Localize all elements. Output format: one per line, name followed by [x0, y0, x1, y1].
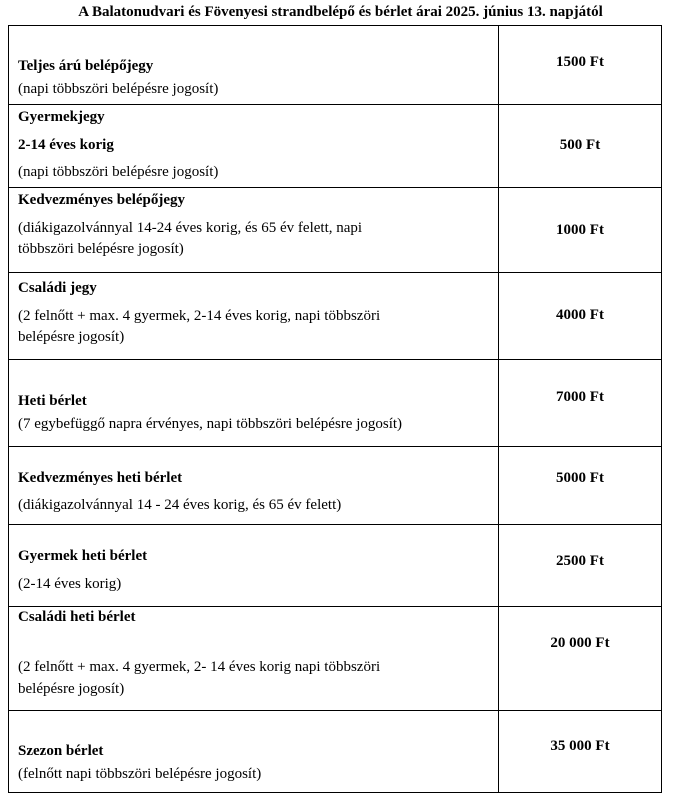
- ticket-note-line-2: belépésre jogosít): [18, 329, 125, 345]
- ticket-note: (napi többszöri belépésre jogosít): [18, 164, 219, 180]
- ticket-note: (felnőtt napi többszöri belépésre jogosít): [18, 766, 262, 782]
- table-row: [9, 273, 662, 360]
- ticket-name: Gyermek heti bérlet: [18, 548, 148, 564]
- ticket-price: 500 Ft: [559, 137, 601, 153]
- ticket-price: 1500 Ft: [556, 54, 604, 70]
- ticket-name: Kedvezményes heti bérlet: [18, 470, 183, 486]
- table-row: [9, 525, 662, 607]
- ticket-description: [9, 273, 499, 360]
- ticket-description: [9, 360, 499, 447]
- table-row: [9, 360, 662, 447]
- ticket-description: [9, 525, 499, 607]
- ticket-note-line-2: belépésre jogosít): [18, 681, 125, 697]
- ticket-note: (napi többszöri belépésre jogosít): [18, 81, 219, 97]
- ticket-price-cell: [499, 525, 662, 607]
- ticket-price: 7000 Ft: [556, 389, 604, 405]
- ticket-name: Teljes árú belépőjegy: [18, 58, 154, 74]
- ticket-price-cell: [499, 447, 662, 525]
- ticket-name: Családi jegy: [18, 280, 97, 296]
- ticket-description: [9, 711, 499, 793]
- table-row: [9, 607, 662, 711]
- table-row: [9, 26, 662, 105]
- ticket-description: [9, 105, 499, 188]
- ticket-price-cell: [499, 360, 662, 447]
- ticket-price: 2500 Ft: [556, 553, 604, 569]
- ticket-price-cell: [499, 607, 662, 711]
- ticket-description: [9, 188, 499, 273]
- ticket-price: 5000 Ft: [556, 470, 604, 486]
- price-table: [8, 25, 662, 793]
- ticket-price: 35 000 Ft: [550, 738, 610, 754]
- ticket-note-line-2: többszöri belépésre jogosít): [18, 241, 184, 257]
- ticket-name: Szezon bérlet: [18, 743, 104, 759]
- table-row: [9, 447, 662, 525]
- ticket-name: Családi heti bérlet: [18, 609, 136, 625]
- table-row: [9, 188, 662, 273]
- ticket-note: (7 egybefüggő napra érvényes, napi többszöri belépésre jogosít): [18, 416, 403, 432]
- page-title: A Balatonudvari és Fövenyesi strandbelépő és bérlet árai 2025. június 13. napjától: [78, 4, 603, 20]
- ticket-price-cell: [499, 711, 662, 793]
- ticket-price-cell: [499, 188, 662, 273]
- ticket-price-cell: [499, 105, 662, 188]
- ticket-name: Heti bérlet: [18, 393, 87, 409]
- ticket-note: (diákigazolvánnyal 14 - 24 éves korig, és 65 év felett): [18, 497, 342, 513]
- ticket-note-line-1: (2 felnőtt + max. 4 gyermek, 2-14 éves korig, napi többszöri: [18, 308, 381, 324]
- table-row: [9, 711, 662, 793]
- ticket-price: 4000 Ft: [556, 307, 604, 323]
- ticket-description: [9, 607, 499, 711]
- ticket-price-cell: [499, 273, 662, 360]
- ticket-price: 20 000 Ft: [550, 635, 610, 651]
- ticket-price: 1000 Ft: [556, 222, 604, 238]
- ticket-name: Gyermekjegy: [18, 109, 105, 125]
- ticket-description: [9, 447, 499, 525]
- ticket-name: Kedvezményes belépőjegy: [18, 192, 186, 208]
- ticket-price-cell: [499, 26, 662, 105]
- ticket-description: [9, 26, 499, 105]
- ticket-note: (2-14 éves korig): [18, 576, 122, 592]
- ticket-note-line-1: (diákigazolvánnyal 14-24 éves korig, és 65 év felett, napi: [18, 220, 363, 236]
- ticket-note-line-1: (2 felnőtt + max. 4 gyermek, 2- 14 éves korig napi többszöri: [18, 659, 381, 675]
- ticket-subtitle: 2-14 éves korig: [18, 137, 114, 153]
- table-row: [9, 105, 662, 188]
